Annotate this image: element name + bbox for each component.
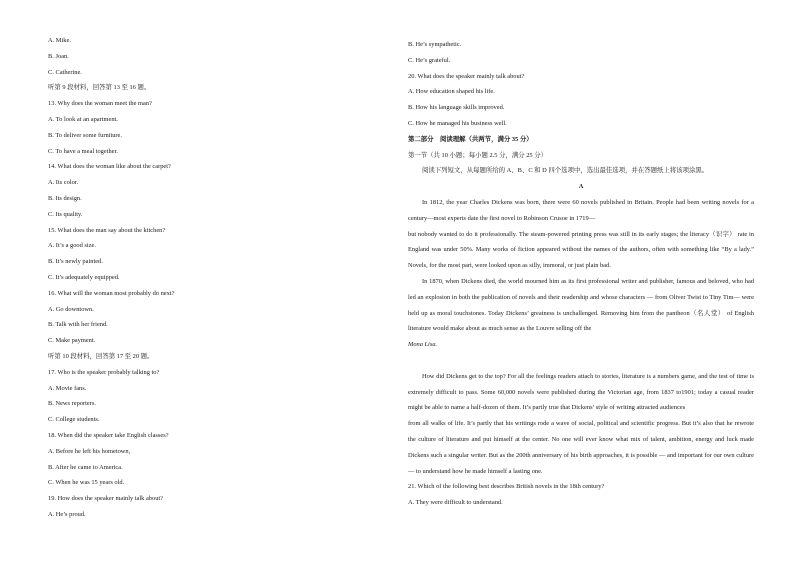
left-line: A. Before he left his hometown, <box>48 447 131 455</box>
question-21-option-a: A. They were difficult to understand. <box>408 499 503 507</box>
left-line: 听第 10 段材料，回答第 17 至 20 题。 <box>48 352 154 360</box>
section-title: 第二部分 阅读理解（共两节，满分 35 分） <box>408 135 533 143</box>
spacer <box>408 353 754 369</box>
left-line: C. Its quality. <box>48 210 83 218</box>
left-line: 18. When did the speaker take English classes? <box>48 431 169 439</box>
left-column <box>48 37 388 527</box>
left-line: C. Make payment. <box>48 337 96 345</box>
right-line: B. He’s sympathetic. <box>408 41 462 48</box>
left-line: C. Catherine. <box>48 68 82 76</box>
right-column <box>408 37 754 511</box>
left-line: 15. What does the man say about the kitchen? <box>48 226 166 234</box>
mona-lisa-title: Mona Lisa. <box>408 341 438 349</box>
left-line: 16. What will the woman most probably do next? <box>48 289 175 297</box>
paragraph-2-text: In 1870, when Dickens died, the world mourned him as its first professional writer and publisher, famous and beloved, who had led an explosion in both the publication of novels and their readership and whose characters — from Oliver Twist to Tiny Tim— were held up as moral touchstones. Today Dickens’ greatness is unchallenged. Removing him from the pantheon（名人堂） of English literature would make about as much sense as the Louvre selling off the <box>408 277 754 333</box>
right-line: A. How education shaped his life. <box>408 88 495 96</box>
reading-instructions: 阅读下列短文，从每题所给的 A、B、C 和 D 四个选项中，选出最佳选项，并在答题纸上将该项涂黑。 <box>422 167 709 175</box>
right-line: C. He’s grateful. <box>408 56 451 64</box>
right-line: C. How he managed his business well. <box>408 119 507 127</box>
left-line: 17. Who is the speaker probably talking to? <box>48 368 160 376</box>
left-line: B. Joan. <box>48 52 69 60</box>
left-line: A. To look at an apartment. <box>48 115 118 123</box>
passage-label: A <box>578 183 584 191</box>
left-line: 14. What does the woman like about the carpet? <box>48 163 171 171</box>
left-line: 听第 9 段材料，回答第 13 至 16 题。 <box>48 84 151 92</box>
left-line: A. It’s a good size. <box>48 242 96 250</box>
answer-options-block <box>408 37 754 132</box>
left-line: B. News reporters. <box>48 400 96 408</box>
left-line: B. It’s newly painted. <box>48 258 103 266</box>
left-line: C. It’s adequately equipped. <box>48 273 120 281</box>
left-line: A. Movie fans. <box>48 384 87 392</box>
left-line: C. College students. <box>48 416 100 424</box>
paragraph-3b: from all walks of life. It’s partly that his writings rode a wave of social, political and scientific progress. But it’s also that he rewrote the culture of literature and put himself at the center. No one will ever know what mix of talent, ambition, energy and luck made Dickens such a singular writer. But as the 200th anniversary of his birth approaches, it is possible — and important for our own culture — to understand how he made himself a lasting one. <box>408 420 754 475</box>
question-21: 21. Which of the following best describes British novels in the 18th century? <box>408 483 605 491</box>
left-line: A. He’s proud. <box>48 510 86 518</box>
left-line: B. Talk with her friend. <box>48 321 108 329</box>
left-line: B. After he came to America. <box>48 463 123 471</box>
left-line: A. Its color. <box>48 179 79 187</box>
paragraph-1a: In 1812, the year Charles Dickens was born, there were 60 novels published in Britain. People had been writing novels for a century—most experts date the first novel to Robinson Crusoe in 1719— <box>408 198 754 222</box>
left-line: 19. How does the speaker mainly talk about? <box>48 495 164 503</box>
paragraph-3a: How did Dickens get to the top? For all the feelings readers attach to stories, literature is a numbers game, and the test of time is extremely difficult to pass. Some 60,000 novels were published during the Victorian age, from 1837 to1901; today a casual reader might be able to name a half-dozen of them. It’s partly true that Dickens’ style of writing attracted audiences <box>408 372 754 412</box>
left-line: A. Go downtown. <box>48 305 94 313</box>
left-line: B. To deliver some furniture. <box>48 131 122 139</box>
left-line: B. Its design. <box>48 194 82 202</box>
paragraph-1b: but nobody wanted to do it professionally. The steam-powered printing press was still in its early stages; the literacy（识字） rate in England was under 50%. Many works of fiction appeared without the names of the authors, often with something like “By a lady.” Novels, for the most part, were looked upon as silly, immoral, or just plain bad. <box>408 230 754 270</box>
left-line: A. Mike. <box>48 37 71 44</box>
paragraph-2 <box>408 274 754 353</box>
left-line: C. When he was 15 years old. <box>48 479 125 487</box>
left-line: C. To have a meal together. <box>48 147 118 155</box>
right-line: B. How his language skills improved. <box>408 104 505 112</box>
left-line: 13. Why does the woman meet the man? <box>48 100 152 108</box>
right-line: 20. What does the speaker mainly talk about? <box>408 72 525 80</box>
section-subtitle: 第一节（共 10 小题；每小题 2.5 分，满分 25 分） <box>408 151 547 159</box>
